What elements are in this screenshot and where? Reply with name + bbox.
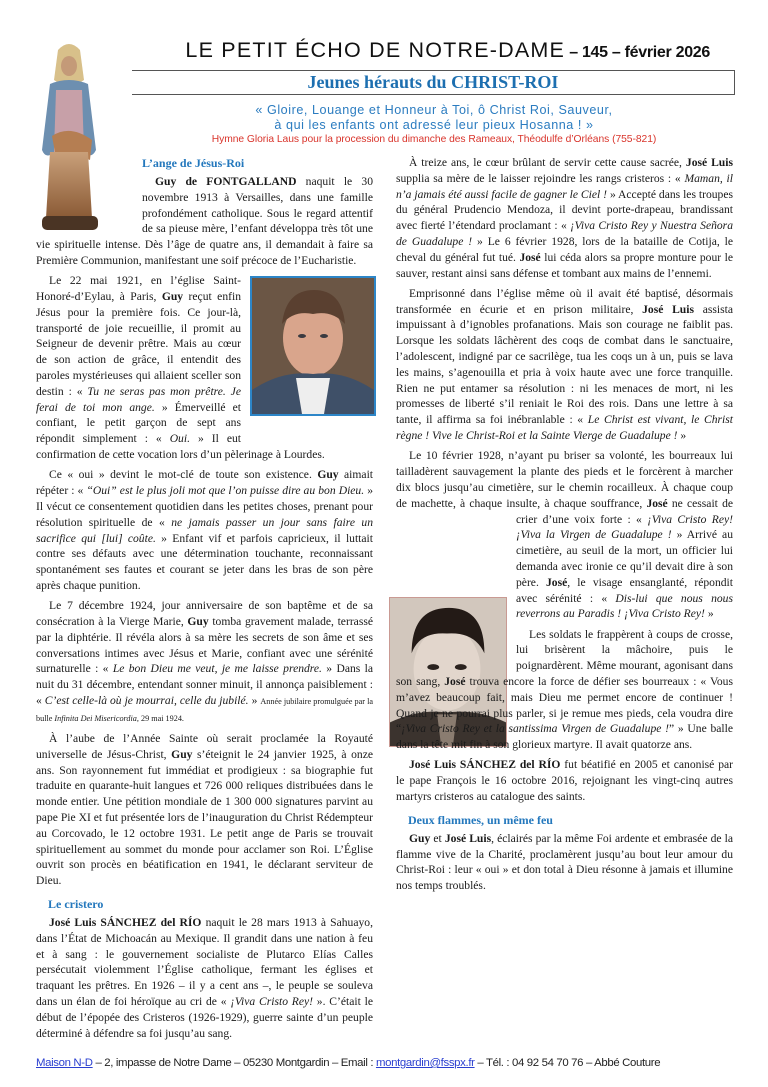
epigraph-line-1: « Gloire, Louange et Honneur à Toi, ô Christ Roi, Sauveur, [255,103,613,117]
epigraph [150,103,718,147]
footer-contact: – Tél. : 04 92 54 70 76 – Abbé Couture [474,1057,661,1069]
publication-name: LE PETIT ÉCHO DE NOTRE-DAME [185,38,566,62]
column-right [396,155,733,899]
paragraph: Le 7 décembre 1924, jour anniversaire de son baptême et de sa consécration à la Vierge Marie, Guy tomba gravement malade, terrassé par la diphtérie. Il révéla alors à sa mère les secrets de son âme et ses conversations intimes avec Jésus et Marie, confiant avec une sérénité surnaturelle : « Le bon Dieu me veut, je me laisse prendre. » Dans la nuit du 31 décembre, entendant sonner minuit, il annonça paisiblement : « C’est celle-là où je mourrai, celle du jubilé. » Année jubilaire promulguée par la bulle Infinita Dei Misericordia, 29 mai 1924. [36,599,374,723]
paragraph: À treize ans, le cœur brûlant de servir cette cause sacrée, José Luis supplia sa mère de le laisser rejoindre les rangs cristeros : « Maman, il n’a jamais été aussi facile de gagner le Ciel ! » Accepté dans les troupes du général Prudencio Mendoza, il devint porte-drapeau, brandissant avec fierté l’étendard proclamant : « ¡Viva Cristo Rey y Nuestra Señora de Guadalupe ! » Le 6 février 1928, lors de la bataille de Cotija, le cheval du général fut tué. José lui céda alors sa propre monture pour le sauver, restant ainsi sans défense et tombant aux mains de l’ennemi. [396,156,734,280]
paragraph: Emprisonné dans l’église même où il avait été baptisé, désormais transformée en écurie et en prison militaire, José Luis assista impuissant à d’ignobles profanations. Mais son courage ne faiblit pas. Lorsque les soldats lâchèrent des coqs de combat dans le sanctuaire, l’adolescent, indigné par ce sacrilège, tua les coqs un à un, puis se lava les mains, s’agenouilla et pria à voix haute avec une force tranquille. Rien ne put entamer sa résolution : ni les menaces de mort, ni les promesses de liberté s’il reniait le Roi des rois. Dans une lettre à sa tante, il affirma sa foi inébranlable : « Le Christ est vivant, le Christ règne ! Vive le Christ-Roi et la Sainte Vierge de Guadalupe ! » [396,286,734,443]
paragraph: À l’aube de l’Année Sainte où serait proclamée la Royauté universelle de Jésus-Christ, Guy s’éteignit le 24 janvier 1925, à onze ans. Son rayonnement fut immédiat et prodigieux : sa biographie fut traduite en quarante-huit langues et 726 000 reliques distribuées dans le monde entier. Une pétition mondiale de 1 300 000 signatures parvint au pape Pie XI et fut présentée lors de l’inauguration du Christ Rédempteur au Corcovado, le 12 octobre 1931. Le petit ange de Paris se trouvait spirituellement au sommet du monde pour acclamer son Roi. L’Église ouvrit son procès en béatification en 1941, le déclarant serviteur de Dieu. [36,732,373,888]
paragraph: José Luis SÁNCHEZ del RÍO fut béatifié en 2005 et canonisé par le pape François le 16 octobre 2016, rejoignant les vingt-cinq autres martyrs cristeros au catalogue des saints. [396,758,734,804]
epigraph-source: Hymne Gloria Laus pour la procession du dimanche des Rameaux, Théodulfe d’Orléans (755-821) [211,134,657,145]
article-title-box [132,70,735,95]
section-heading-deux-flammes: Deux flammes, un même feu [408,812,553,827]
footer-address: – 2, impasse de Notre Dame – 05230 Montgardin – Email : [92,1057,376,1069]
issue-info: – 145 – février 2026 [565,44,710,61]
paragraph: Les soldats le frappèrent à coups de crosse, lui brisèrent la mâchoire, puis le poignardèrent. Même mourant, agonisant dans son sang, José trouva encore la force de défier ses bourreaux : « Vous m’avez beaucoup fait, mais Dieu me permet encore de continuer ! Quand je ne pourrai plus parler, si je remue mes pieds, cela voudra dire “¡Viva Cristo Rey et la santissima Virgen de Guadalupe !” » Une balle dans la tête mit fin à son glorieux martyre. Il avait quatorze ans. [396,627,733,752]
article-title: Jeunes hérauts du CHRIST-ROI [307,72,559,92]
paragraph: Le 22 mai 1921, en l’église Saint-Honoré-d’Eylau, à Paris, Guy reçut enfin Jésus pour la première fois. Ce jour-là, transporté de joie recueillie, il promit au Seigneur de devenir prêtre. Mais au cœur de son action de grâce, il entendit des paroles mystérieuses qui allaient sceller son destin : « Tu ne seras pas mon prêtre. Je ferai de toi mon ange. » Émerveillé et confiant, le petit garçon de sept ans répondit simplement : « Oui. » Il eut confirmation de cette vocation lors d’un pèlerinage à Lourdes. [36,274,325,462]
footer [36,1057,736,1069]
maison-nd-link[interactable]: Maison N-D [36,1057,93,1069]
paragraph: Ce « oui » devint le mot-clé de toute son existence. Guy aimait répéter : « “Oui” est le plus joli mot que l’on puisse dire au bon Dieu. » Il vécut ce consentement quotidien dans les petites choses, prenant pour résolution spirituelle de « ne jamais passer un jour sans faire un sacrifice qui [lui] coûte. » Enfant vif et parfois capricieux, il luttait contre ses défauts avec une détermination touchante, reconnaissant spontanément ses fautes et courant se jeter dans les bras de son père après chaque punition. [36,468,374,592]
paragraph: Le 10 février 1928, n’ayant pu briser sa volonté, les bourreaux lui tailladèrent sauvagement la plante des pieds et le forcèrent à marcher dix blocs jusqu’au cimetière, sur le chemin rocailleux. À chaque coup de machette, à chaque insulte, à chaque souffrance, José ne cessait de crier d’une voix forte : « ¡Viva Cristo Rey! ¡Viva la Virgen de Guadalupe ! » Arrivé au cimetière, au seuil de la mort, un officier lui demanda avec ironie ce qu’il devait dire à son père. José, le visage ensanglanté, répondit avec sérénité : « Dis-lui que nous nous reverrons au Paradis ! ¡Viva Cristo Rey! » [396,449,734,621]
epigraph-line-2: à qui les enfants ont adressé leur pieux Hosanna ! » [274,118,594,132]
email-link[interactable]: montgardin@fsspx.fr [375,1057,475,1069]
paragraph: Guy de FONTGALLAND naquit le 30 novembre 1913 à Versailles, dans une famille profondément catholique. Sous le regard attentif de sa pieuse mère, l’enfant développa très tôt une vie spirituelle intense. Dès l’âge de quatre ans, il demandait à faire sa Première Communion, manifestant une soif précoce de l’Eucharistie. [36,175,373,267]
footnote: Année jubilaire promulguée par la bulle Infinita Dei Misericordia, 29 mai 1924. [36,697,374,723]
paragraph: José Luis SÁNCHEZ del RÍO naquit le 28 mars 1913 à Sahuayo, dans l’État de Michoacán au Mexique. Il grandit dans une nation à feu et à sang : le gouvernement socialiste de Plutarco Elías Calles persécutait violemment l’Église catholique, fermant les églises et traquant les prêtres. En 1926 – il y a cent ans –, le peuple se souleva dans un élan de foi héroïque au cri de « ¡Viva Cristo Rey! ». C’était le début de l’épopée des Cristeros (1926-1929), guerre sainte d’un peuple déterminé à défendre sa foi jusqu’au sang. [36,916,373,1040]
column-left [36,156,373,1046]
section-heading-cristero: Le cristero [48,897,104,912]
paragraph: Guy et José Luis, éclairés par la même Foi ardente et embrasée de la flamme vive de la Charité, proclamèrent jusqu’au bout leur amour du Christ-Roi : leur « oui » et don total à Dieu résonne à jamais et illumine nos temps troublés. [396,831,733,893]
masthead [150,38,710,63]
section-heading-ange: L’ange de Jésus-Roi [142,156,245,170]
